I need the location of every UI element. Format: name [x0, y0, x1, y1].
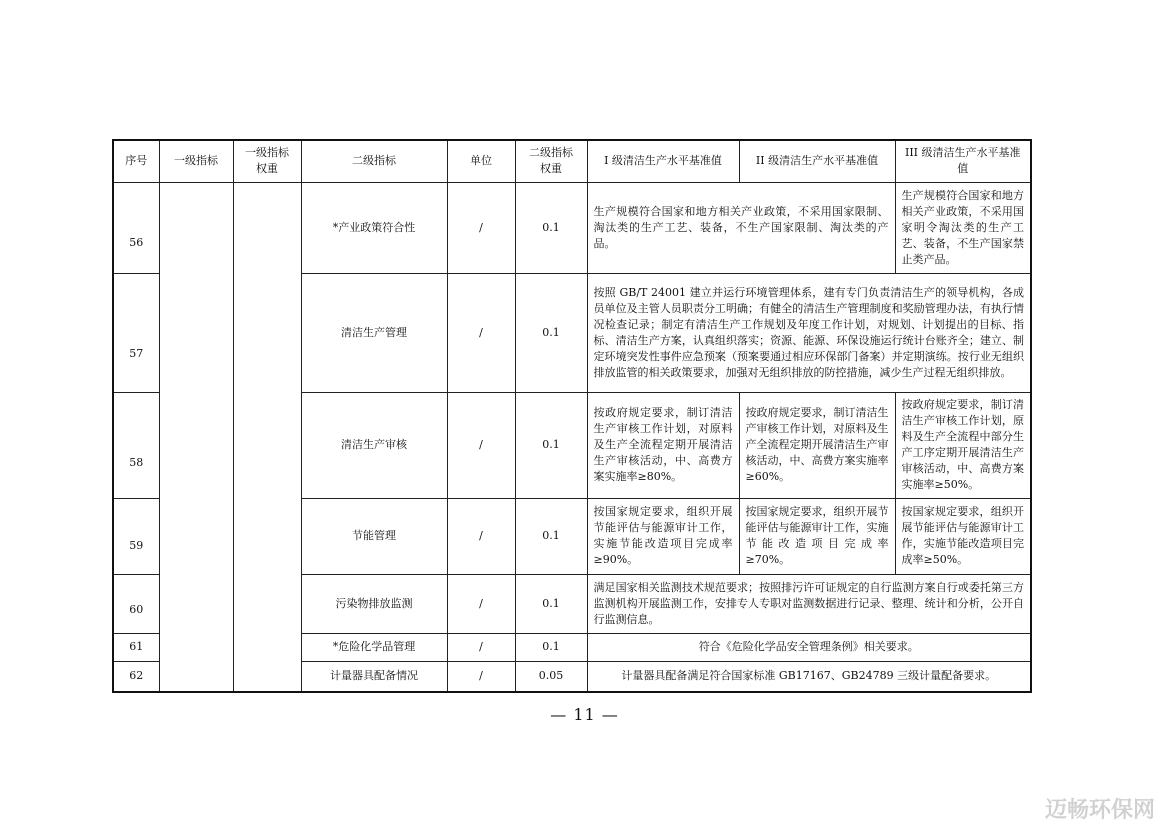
row-unit: / [447, 574, 515, 633]
row-all-grades: 满足国家相关监测技术规范要求；按照排污许可证规定的自行监测方案自行或委托第三方监测机构开展监测工作，安排专人专职对监测数据进行记录、整理、统计和分析，公开自行监测信息。 [587, 574, 1031, 633]
row-grade-3: 生产规模符合国家和地方相关产业政策，不采用国家明令淘汰类的生产工艺、装备，不生产国家禁止类产品。 [895, 182, 1031, 273]
row-unit: / [447, 633, 515, 661]
row-grade-1: 按国家规定要求，组织开展节能评估与能源审计工作，实施节能改造项目完成率≥90%。 [587, 498, 739, 574]
header-level2-weight: 二级指标 权重 [515, 140, 587, 182]
row-seq: 62 [113, 661, 159, 692]
criteria-table [112, 139, 1032, 693]
row-seq: 56 [113, 182, 159, 273]
row-all-grades: 计量器具配备满足符合国家标准 GB17167、GB24789 三级计量配备要求。 [587, 661, 1031, 692]
row-weight: 0.1 [515, 182, 587, 273]
row-seq: 61 [113, 633, 159, 661]
header-level2-indicator: 二级指标 [301, 140, 447, 182]
row-seq: 58 [113, 392, 159, 498]
level1-weight-cell [233, 182, 301, 692]
header-level1-weight: 一级指标 权重 [233, 140, 301, 182]
row-weight: 0.1 [515, 273, 587, 392]
row-indicator-name: 清洁生产审核 [301, 392, 447, 498]
level1-indicator-cell [159, 182, 233, 692]
header-unit: 单位 [447, 140, 515, 182]
row-grade-3: 按国家规定要求，组织开展节能评估与能源审计工作，实施节能改造项目完成率≥50%。 [895, 498, 1031, 574]
row-grade-2: 按政府规定要求，制订清洁生产审核工作计划，对原料及生产全流程定期开展清洁生产审核活动，中、高费方案实施率≥60%。 [739, 392, 895, 498]
table-row [113, 182, 1031, 273]
page-number: — 11 — [550, 705, 619, 724]
row-all-grades: 按照 GB/T 24001 建立并运行环境管理体系，建有专门负责清洁生产的领导机构，各成员单位及主管人员职责分工明确；有健全的清洁生产管理制度和奖励管理办法，有执行情况检查记录；制定有清洁生产工作规划及年度工作计划，对规划、计划提出的目标、指标、清洁生产方案，认真组织落实；资源、能源、环保设施运行统计台账齐全；建立、制定环境突发性事件应急预案（预案要通过相应环保部门备案）并定期演练。按行业无组织排放监管的相关政策要求，加强对无组织排放的防控措施，减少生产过程无组织排放。 [587, 273, 1031, 392]
header-grade-3: III 级清洁生产水平基准值 [895, 140, 1031, 182]
row-weight: 0.1 [515, 574, 587, 633]
row-unit: / [447, 392, 515, 498]
row-indicator-name: 清洁生产管理 [301, 273, 447, 392]
row-unit: / [447, 661, 515, 692]
row-seq: 59 [113, 498, 159, 574]
row-indicator-name: *危险化学品管理 [301, 633, 447, 661]
row-unit: / [447, 498, 515, 574]
header-level1-indicator: 一级指标 [159, 140, 233, 182]
row-indicator-name: *产业政策符合性 [301, 182, 447, 273]
row-indicator-name: 计量器具配备情况 [301, 661, 447, 692]
row-unit: / [447, 273, 515, 392]
row-weight: 0.05 [515, 661, 587, 692]
header-seq: 序号 [113, 140, 159, 182]
row-unit: / [447, 182, 515, 273]
row-grade-1-2: 生产规模符合国家和地方相关产业政策，不采用国家限制、淘汰类的生产工艺、装备，不生产国家限制、淘汰类的产品。 [587, 182, 895, 273]
row-weight: 0.1 [515, 392, 587, 498]
row-seq: 57 [113, 273, 159, 392]
header-grade-1: I 级清洁生产水平基准值 [587, 140, 739, 182]
row-grade-1: 按政府规定要求，制订清洁生产审核工作计划，对原料及生产全流程定期开展清洁生产审核活动，中、高费方案实施率≥80%。 [587, 392, 739, 498]
row-grade-3: 按政府规定要求，制订清洁生产审核工作计划，原料及生产全流程中部分生产工序定期开展清洁生产审核活动，中、高费方案实施率≥50%。 [895, 392, 1031, 498]
watermark-logo: 迈畅环保网 [1044, 798, 1155, 823]
row-indicator-name: 节能管理 [301, 498, 447, 574]
row-seq: 60 [113, 574, 159, 633]
row-all-grades: 符合《危险化学品安全管理条例》相关要求。 [587, 633, 1031, 661]
header-grade-2: II 级清洁生产水平基准值 [739, 140, 895, 182]
row-grade-2: 按国家规定要求，组织开展节能评估与能源审计工作，实施节能改造项目完成率≥70%。 [739, 498, 895, 574]
row-weight: 0.1 [515, 498, 587, 574]
row-weight: 0.1 [515, 633, 587, 661]
row-indicator-name: 污染物排放监测 [301, 574, 447, 633]
table-header-row [113, 140, 1031, 182]
